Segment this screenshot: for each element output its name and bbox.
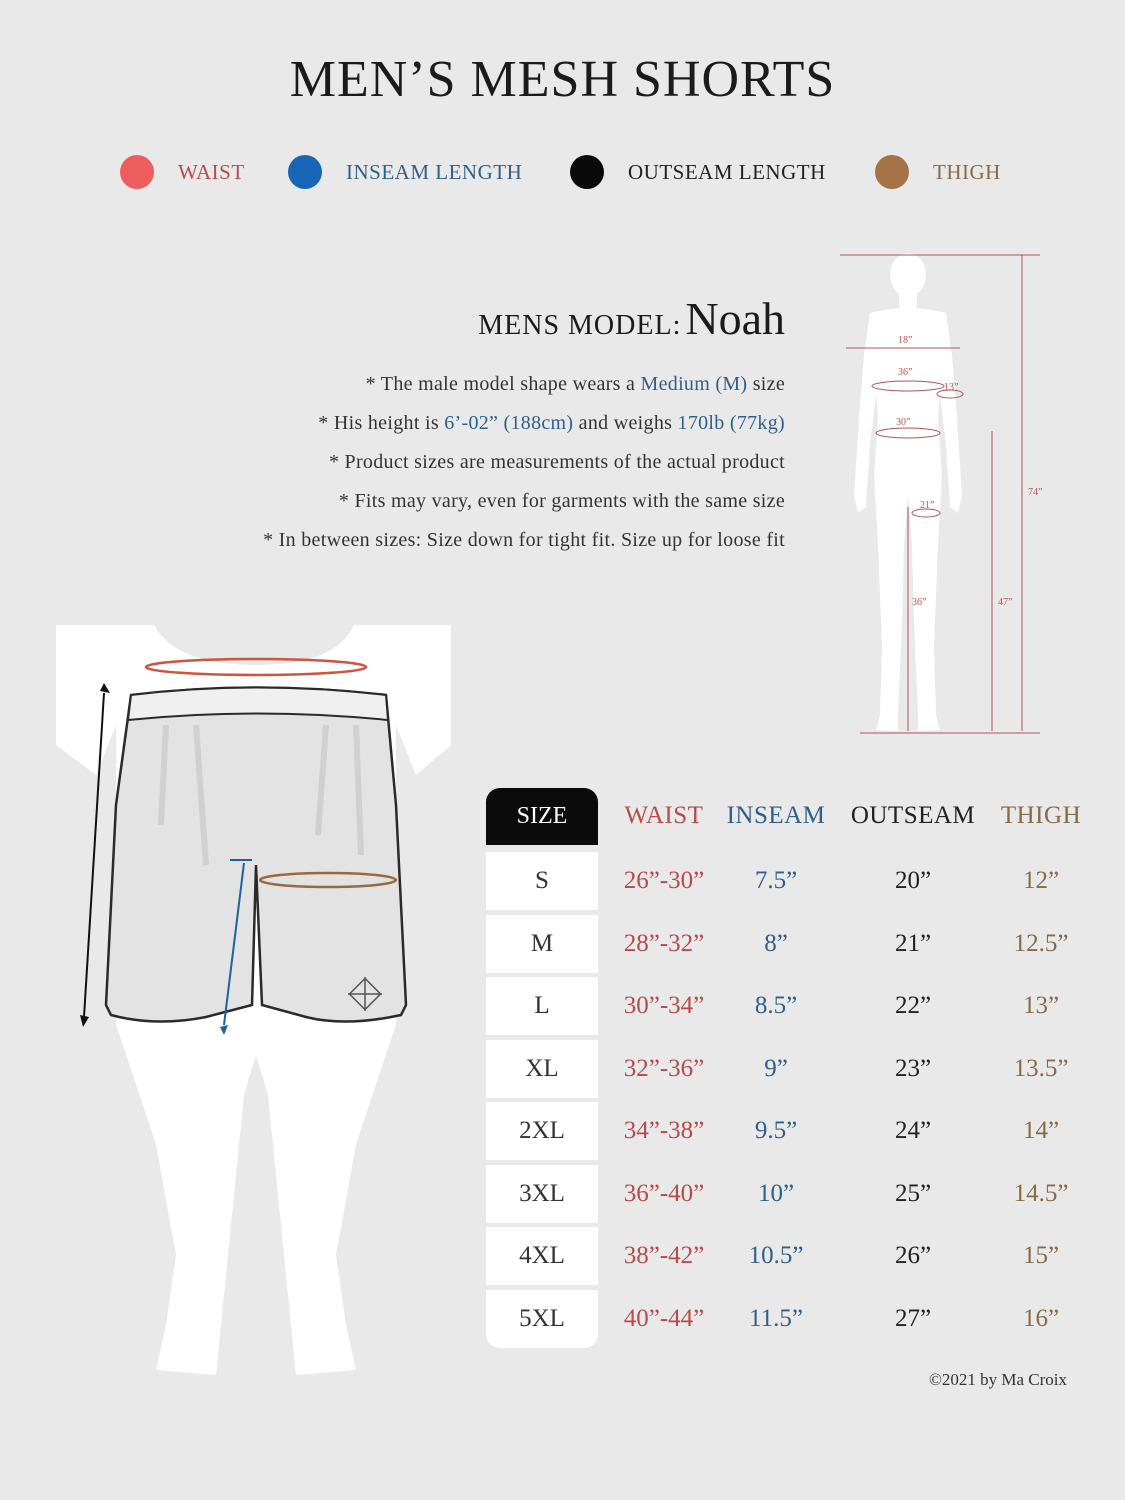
thigh-color-dot [875,155,909,189]
note-text: * His height is [318,412,445,434]
model-note [318,412,785,435]
outseam-cell: 26” [894,1242,932,1269]
thigh-cell: 13” [1022,992,1060,1019]
outseam-cell: 20” [894,867,932,894]
model-prefix: MENS MODEL: [478,310,682,341]
outseam-column-header: OUTSEAM [850,802,976,829]
legend-label: THIGH [933,159,1001,184]
outseam-cell: 27” [894,1304,932,1332]
arm-label: 13” [944,382,959,393]
waist-cell: 28”-32” [623,929,705,957]
thigh-cell: 15” [1022,1242,1060,1269]
chest-label: 36” [898,367,913,378]
waist-color-dot [120,155,154,189]
legend-item-outseam [570,155,826,189]
inseam-column-header: INSEAM [726,802,826,829]
inseam-cell: 10” [757,1179,795,1207]
size-cell: XL [486,1040,598,1098]
thigh-label: 21” [920,500,935,511]
legend-label: OUTSEAM LENGTH [628,159,826,184]
outseam-cell: 21” [894,929,932,957]
waist-cell: 26”-30” [623,867,705,894]
waist-cell: 36”-40” [623,1179,705,1207]
outseam-label: 47” [998,597,1013,608]
thigh-cell: 13.5” [1013,1054,1069,1082]
thigh-cell: 14.5” [1013,1179,1069,1207]
note-text: * The male model shape wears a [365,373,641,395]
inseam-cell: 8” [764,929,788,957]
legend-item-inseam [288,155,522,189]
waist-cell: 30”-34” [623,992,705,1019]
outseam-cell: 22” [894,992,932,1019]
waist-cell: 34”-38” [623,1117,705,1144]
size-cell: 5XL [486,1290,598,1348]
size-cell: 3XL [486,1165,598,1223]
figure-head [890,253,926,297]
note-highlight: 6’-02” (188cm) [444,412,574,434]
inseam-label: 36” [912,597,927,608]
copyright: ©2021 by Ma Croix [928,1370,1067,1389]
outseam-cell: 24” [894,1117,932,1144]
inseam-cell: 9” [764,1054,788,1082]
waist-cell: 40”-44” [623,1304,705,1332]
model-note: * Product sizes are measurements of the actual product [328,451,785,473]
legend-item-thigh [875,155,1001,189]
shorts-illustration [56,625,456,1385]
inseam-cell: 9.5” [754,1117,798,1144]
waist-cell: 32”-36” [623,1054,705,1082]
waist-label: 30” [896,417,911,428]
thigh-cell: 16” [1022,1304,1060,1332]
shoulder-label: 18” [898,335,913,346]
size-cell: 4XL [486,1227,598,1285]
model-body-figure [830,245,1060,745]
waist-column-header: WAIST [624,802,704,829]
size-cell: S [486,852,598,910]
model-note: * Fits may vary, even for garments with the same size [338,490,785,512]
waist-cell: 38”-42” [623,1242,705,1269]
legend-item-waist [120,155,245,189]
model-name: Noah [685,293,785,344]
outseam-arrowhead-bottom [80,1015,89,1027]
thigh-cell: 14” [1022,1117,1060,1144]
inseam-cell: 7.5” [754,867,798,894]
height-label: 74” [1028,487,1043,498]
page-title: MEN’S MESH SHORTS [289,51,836,108]
inseam-cell: 11.5” [749,1304,803,1332]
legend-label: INSEAM LENGTH [346,159,523,184]
model-note: * In between sizes: Size down for tight fit. Size up for loose fit [263,529,785,551]
inseam-cell: 8.5” [754,992,798,1019]
size-cell: L [486,977,598,1035]
inseam-cell: 10.5” [748,1242,804,1269]
legend-label: WAIST [178,159,245,184]
size-column-header: SIZE [486,788,598,845]
model-heading [478,292,785,345]
size-cell: M [486,915,598,973]
outseam-color-dot [570,155,604,189]
note-text: size [747,373,785,395]
outseam-cell: 25” [894,1179,932,1207]
thigh-cell: 12” [1022,867,1060,894]
thigh-cell: 12.5” [1013,929,1069,957]
size-cell: 2XL [486,1102,598,1160]
outseam-cell: 23” [894,1054,932,1082]
model-note [366,373,785,396]
note-highlight: Medium (M) [640,373,748,395]
note-highlight: 170lb (77kg) [677,412,785,434]
thigh-column-header: THIGH [1000,802,1082,829]
inseam-color-dot [288,155,322,189]
note-text: and weighs [573,412,678,434]
